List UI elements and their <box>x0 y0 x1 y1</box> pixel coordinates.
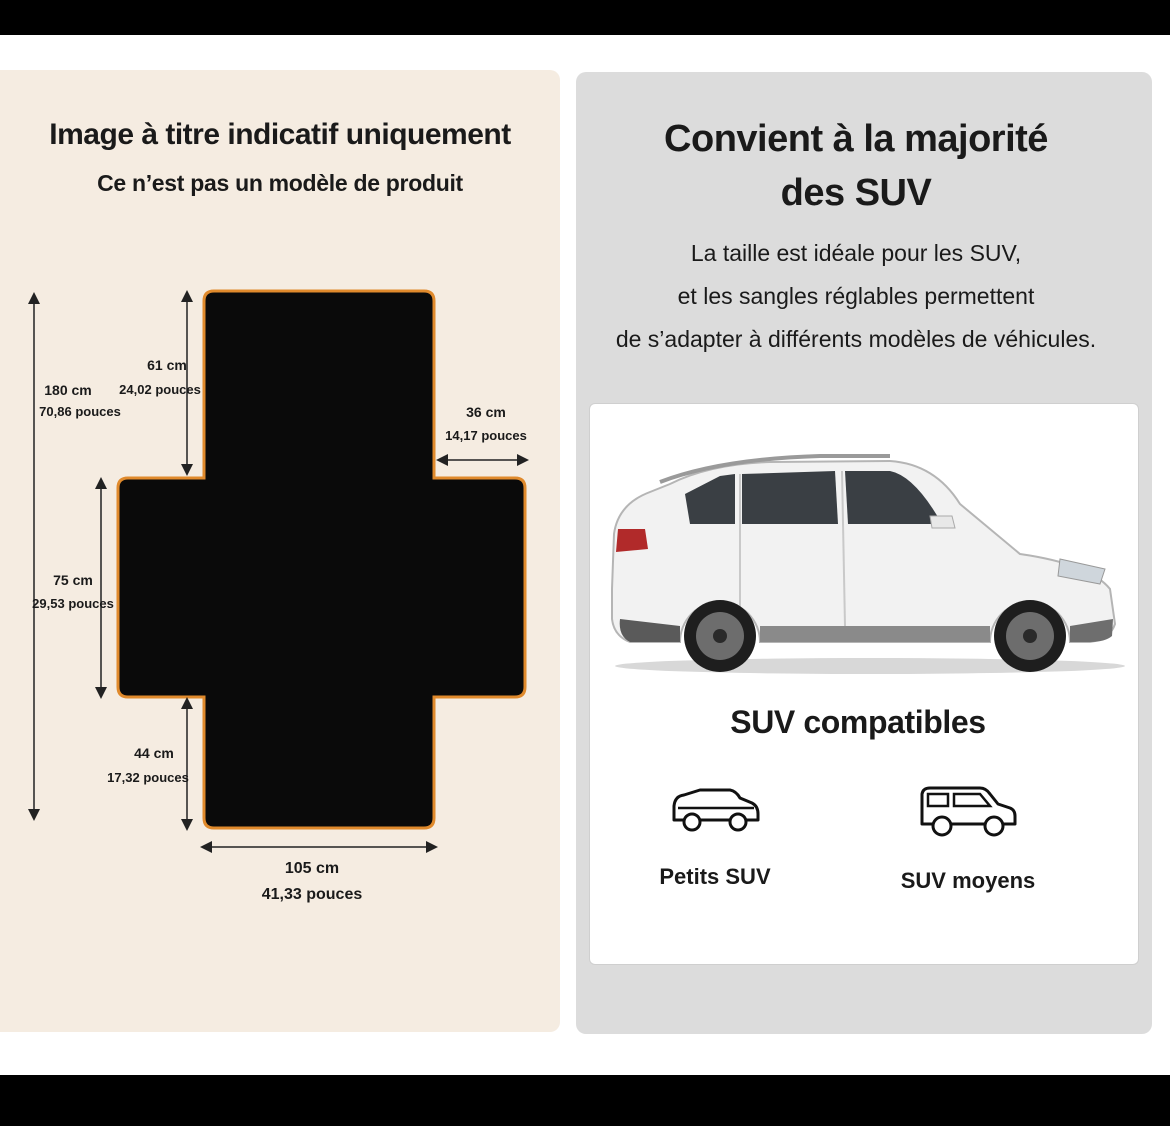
mat-diagram <box>0 70 560 1032</box>
width-cm-label: 105 cm <box>284 860 340 877</box>
bottom-cm-label: 44 cm <box>134 745 174 761</box>
desc-line3: de s’adapter à différents modèles de véhicules. <box>615 326 1097 352</box>
top-cm-label: 61 cm <box>147 357 187 373</box>
top-in-label: 24,02 pouces <box>119 382 201 397</box>
right-title-line1: Convient à la majorité <box>664 118 1048 160</box>
left-subtitle: Ce n’est pas un modèle de produit <box>97 170 463 196</box>
type-mid-suv <box>878 784 1058 894</box>
flap-in-label: 14,17 pouces <box>445 428 527 443</box>
compatibility-panel <box>576 72 1152 1034</box>
type-small-suv <box>625 784 805 890</box>
suv-car-image <box>590 404 1138 694</box>
middle-in-label: 29,53 pouces <box>32 596 114 611</box>
flap-cm-label: 36 cm <box>466 404 506 420</box>
type-small-suv-label: Petits SUV <box>659 864 771 889</box>
desc-line2: et les sangles réglables permettent <box>677 283 1035 309</box>
middle-cm-label: 75 cm <box>53 572 93 588</box>
total-cm-label: 180 cm <box>44 382 92 398</box>
top-black-bar <box>0 0 1170 35</box>
compat-title: SUV compatibles <box>730 704 986 740</box>
right-title-line2: des SUV <box>780 172 932 214</box>
mid-suv-icon <box>918 784 1018 840</box>
bottom-black-bar <box>0 1075 1170 1126</box>
bottom-in-label: 17,32 pouces <box>107 770 189 785</box>
desc-line1: La taille est idéale pour les SUV, <box>690 240 1022 266</box>
right-description <box>576 232 1136 361</box>
left-title: Image à titre indicatif uniquement <box>49 118 511 151</box>
type-mid-suv-label: SUV moyens <box>900 868 1036 893</box>
right-title <box>576 112 1136 220</box>
small-suv-icon <box>670 784 760 836</box>
dimensions-panel <box>0 70 560 1032</box>
compat-card <box>589 403 1139 965</box>
total-in-label: 70,86 pouces <box>39 404 121 419</box>
width-in-label: 41,33 pouces <box>261 886 363 903</box>
